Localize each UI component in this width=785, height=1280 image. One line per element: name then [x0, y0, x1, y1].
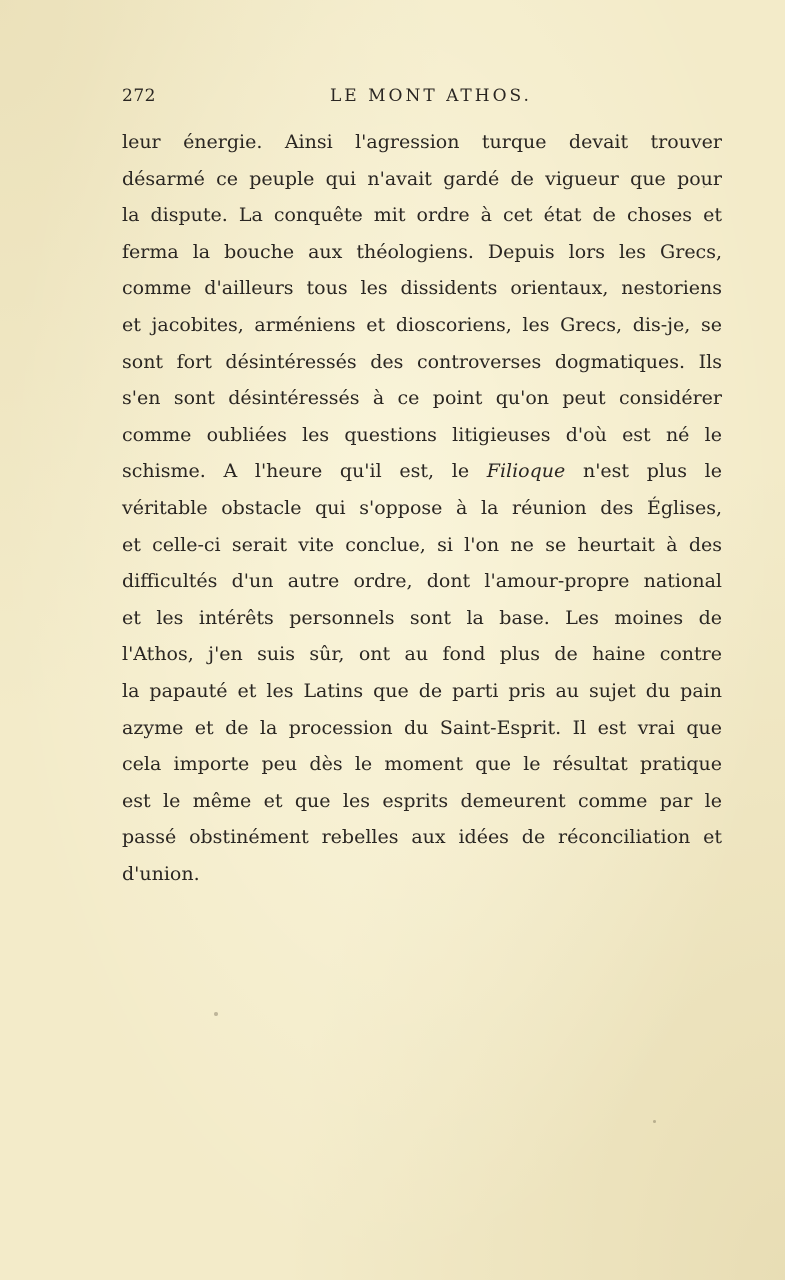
text-line: difficultés d'un autre ordre, dont l'amour-propre national — [122, 570, 722, 593]
paper-speck — [214, 1012, 218, 1016]
page-number: 272 — [122, 86, 156, 106]
text-line: la papauté et les Latins que de parti pris au sujet du pain — [122, 679, 722, 702]
text-run: n'est plus le — [565, 460, 722, 483]
text-line: véritable obstacle qui s'oppose à la réunion des Églises, — [122, 496, 722, 519]
text-line: comme d'ailleurs tous les dissidents orientaux, nestoriens — [122, 277, 722, 300]
running-title: LE MONT ATHOS. — [330, 86, 532, 106]
text-line: comme oubliées les questions litigieuses d'où est né le — [122, 423, 722, 446]
text-line-last: d'union. — [122, 862, 200, 885]
text-line: azyme et de la procession du Saint-Esprit. Il est vrai que — [122, 716, 722, 739]
text-line: cela importe peu dès le moment que le résultat pratique — [122, 753, 722, 776]
paper-speck — [703, 186, 705, 188]
text-line: la dispute. La conquête mit ordre à cet état de choses et — [122, 204, 722, 227]
text-line: ferma la bouche aux théologiens. Depuis lors les Grecs, — [122, 240, 722, 263]
text-line: s'en sont désintéressés à ce point qu'on peut considérer — [122, 387, 722, 410]
text-line-filioque — [122, 453, 722, 490]
text-line: et jacobites, arméniens et dioscoriens, les Grecs, dis-je, se — [122, 313, 722, 336]
running-head — [122, 86, 722, 110]
text-line: passé obstinément rebelles aux idées de réconciliation et — [122, 826, 722, 849]
text-run: schisme. A l'heure qu'il est, le — [122, 460, 487, 483]
body-text — [122, 124, 722, 892]
filioque-italic: Filioque — [486, 460, 566, 483]
text-line: et celle-ci serait vite conclue, si l'on ne se heurtait à des — [122, 533, 722, 556]
text-line: désarmé ce peuple qui n'avait gardé de vigueur que pour — [122, 167, 722, 190]
text-line: leur énergie. Ainsi l'agression turque devait trouver — [122, 131, 722, 153]
text-line: sont fort désintéressés des controverses dogmatiques. Ils — [122, 350, 722, 373]
text-line: et les intérêts personnels sont la base. Les moines de — [122, 606, 722, 629]
text-line: l'Athos, j'en suis sûr, ont au fond plus de haine contre — [122, 643, 722, 666]
text-line: est le même et que les esprits demeurent comme par le — [122, 789, 722, 812]
paper-speck — [653, 1120, 656, 1123]
